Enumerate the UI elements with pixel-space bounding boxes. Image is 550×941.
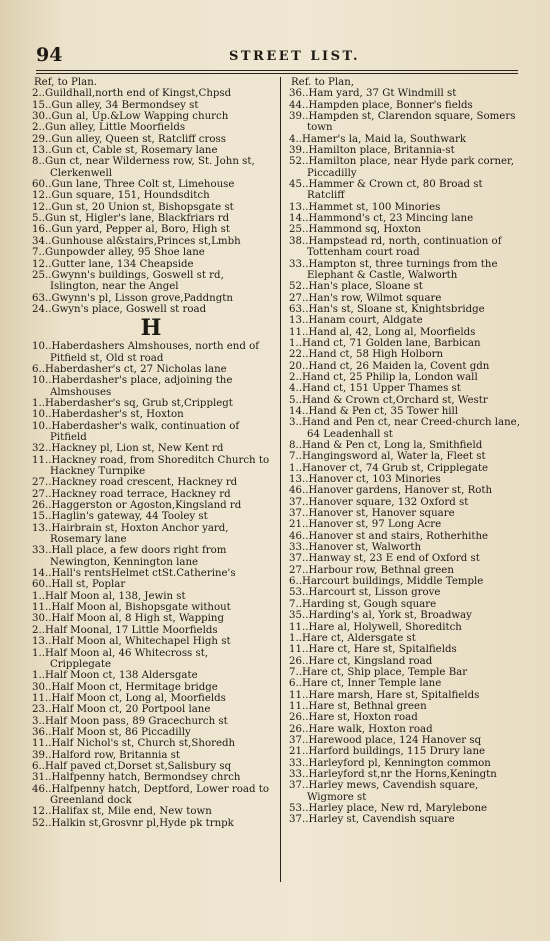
street-entry: 60..Gun lane, Three Colt st, Limehouse xyxy=(32,179,235,191)
page-number: 94 xyxy=(36,44,63,66)
street-entry: 35..Harding's al, York st, Broadway xyxy=(289,610,472,622)
street-entry: 13..Hammet st, 100 Minories xyxy=(289,201,441,213)
street-entry: 27..Hackney road terrace, Hackney rd xyxy=(32,488,231,500)
column-divider xyxy=(280,77,281,882)
entry-list xyxy=(289,88,523,825)
street-entry: 6..Hare ct, Inner Temple lane xyxy=(289,678,442,690)
street-entry: 12..Gutter lane, 134 Cheapside xyxy=(32,258,194,270)
street-entry: 52..Halkin st,Grosvnr pl,Hyde pk trnpk xyxy=(32,817,234,829)
street-entry: 1..Haberdasher's sq, Grub st,Cripplegt xyxy=(32,397,233,409)
street-entry: 1..Half Moon al, 138, Jewin st xyxy=(32,590,186,602)
street-entry: 5..Gun st, Higler's lane, Blackfriars rd xyxy=(32,213,230,225)
street-entry: 39..Halford row, Britannia st xyxy=(32,749,180,761)
street-entry: 29..Gun alley, Queen st, Ratcliff cross xyxy=(32,133,226,145)
street-entry: 7..Gunpowder alley, 95 Shoe lane xyxy=(32,247,205,259)
street-entry: 11..Hand al, 42, Long al, Moorfields xyxy=(289,326,476,338)
street-entry: 6..Harcourt buildings, Middle Temple xyxy=(289,576,484,588)
street-entry: 26..Hare walk, Hoxton road xyxy=(289,723,433,735)
street-entry: 7..Harding st, Gough square xyxy=(289,598,437,610)
street-entry: 11..Hare ct, Hare st, Spitalfields xyxy=(289,644,457,656)
street-entry: 21..Hanover st, 97 Long Acre xyxy=(289,519,442,531)
street-entry: 16..Gun yard, Pepper al, Boro, High st xyxy=(32,224,230,236)
street-entry: 11..Half Nichol's st, Church st,Shoredh xyxy=(32,738,236,750)
street-entry: 52..Hamilton place, near Hyde park corner, Piccadilly xyxy=(289,156,515,179)
entry-list xyxy=(32,341,270,829)
street-entry: 46..Hanover st and stairs, Rotherhithe xyxy=(289,530,489,542)
street-entry: 2..Guildhall,north end of Kingst,Chpsd xyxy=(32,88,232,100)
street-entry: 39..Hampden st, Clarendon square, Somers town xyxy=(289,111,516,134)
street-entry: 27..Hackney road crescent, Hackney rd xyxy=(32,477,238,489)
street-entry: 22..Hand ct, 58 High Holborn xyxy=(289,349,444,361)
street-entry: 11..Half Moon ct, Long al, Moorfields xyxy=(32,692,226,704)
street-entry: 63..Han's st, Sloane st, Knightsbridge xyxy=(289,303,485,315)
street-entry: 30..Gun al, Up.&Low Wapping church xyxy=(32,111,229,123)
street-entry: 13..Hanam court, Aldgate xyxy=(289,315,423,327)
street-entry: 27..Han's row, Wilmot square xyxy=(289,292,442,304)
page-header xyxy=(36,44,518,70)
street-entry: 26..Hare st, Hoxton road xyxy=(289,712,418,724)
street-entry: 11..Hackney road, from Shoreditch Church to Hackney Turnpike xyxy=(32,454,270,477)
street-entry: 33..Harleyford pl, Kennington common xyxy=(289,757,491,769)
street-entry: 37..Hanway st, 23 E end of Oxford st xyxy=(289,553,480,565)
street-entry: 4..Hand ct, 151 Upper Thames st xyxy=(289,383,461,395)
street-entry: 26..Hare ct, Kingsland road xyxy=(289,655,433,667)
street-entry: 12..Gun st, 20 Union st, Bishopsgate st xyxy=(32,201,234,213)
street-entry: 2..Half Moonal, 17 Little Moorfields xyxy=(32,624,218,636)
street-entry: 34..Gunhouse al&stairs,Princes st,Lmbh xyxy=(32,235,241,247)
running-title: STREET LIST. xyxy=(229,49,361,64)
right-column xyxy=(289,77,523,826)
street-entry: 3..Half Moon pass, 89 Gracechurch st xyxy=(32,715,228,727)
street-entry: 8..Gun ct, near Wilderness row, St. John st, Clerkenwell xyxy=(32,156,255,179)
street-entry: 20..Hand ct, 26 Maiden la, Covent gdn xyxy=(289,360,490,372)
street-entry: 37..Harley st, Cavendish square xyxy=(289,814,455,826)
section-letter: H xyxy=(140,315,162,342)
street-entry: 4..Hamer's la, Maid la, Southwark xyxy=(289,133,467,145)
street-entry: 30..Half Moon ct, Hermitage bridge xyxy=(32,681,218,693)
street-entry: 12..Gun square, 151, Houndsditch xyxy=(32,190,210,202)
street-entry: 11..Hare al, Holywell, Shoreditch xyxy=(289,621,462,633)
street-entry: 33..Hanover st, Walworth xyxy=(289,542,422,554)
street-entry: 1..Hand ct, 71 Golden lane, Barbican xyxy=(289,337,481,349)
street-entry: 13..Gun ct, Cable st, Rosemary lane xyxy=(32,145,218,157)
street-entry: 7..Hangingsword al, Water la, Fleet st xyxy=(289,451,486,463)
street-entry: 37..Harewood place, 124 Hanover sq xyxy=(289,734,482,746)
street-entry: 33..Hampton st, three turnings from the Elephant & Castle, Walworth xyxy=(289,258,498,281)
street-entry: 30..Half Moon al, 8 High st, Wapping xyxy=(32,613,224,625)
street-entry: 14..Hand & Pen ct, 35 Tower hill xyxy=(289,405,459,417)
street-entry: 46..Halfpenny hatch, Deptford, Lower road to Greenland dock xyxy=(32,783,269,806)
street-entry: 45..Hammer & Crown ct, 80 Broad st Ratcliff xyxy=(289,179,483,202)
street-entry: 37..Hanover st, Hanover square xyxy=(289,508,455,520)
street-entry: 26..Haggerston or Agoston,Kingsland rd xyxy=(32,500,242,512)
street-entry: 31..Halfpenny hatch, Bermondsey chrch xyxy=(32,772,241,784)
street-entry: 39..Hamilton place, Britannia-st xyxy=(289,145,455,157)
street-entry: 25..Gwynn's buildings, Goswell st rd, Islington, near the Angel xyxy=(32,269,224,293)
street-entry: 25..Hammond sq, Hoxton xyxy=(289,224,421,236)
street-entry: 37..Harley mews, Cavendish square, Wigmore st xyxy=(289,780,479,803)
street-entry: 1..Half Moon ct, 138 Aldersgate xyxy=(32,670,198,682)
street-entry: 6..Haberdasher's ct, 27 Nicholas lane xyxy=(32,363,227,375)
street-entry: 5..Hand & Crown ct,Orchard st, Westr xyxy=(289,394,488,406)
street-entry: 15..Gun alley, 34 Bermondsey st xyxy=(32,99,199,111)
street-entry: 8..Hand & Pen ct, Long la, Smithfield xyxy=(289,440,483,451)
street-entry: 1..Hare ct, Aldersgate st xyxy=(289,632,416,644)
street-entry: 24..Gwyn's place, Goswell st road xyxy=(32,303,207,315)
street-entry: 52..Han's place, Sloane st xyxy=(289,281,423,293)
street-entry: 14..Hammond's ct, 23 Mincing lane xyxy=(289,213,474,225)
street-entry: 60..Hall st, Poplar xyxy=(32,579,126,591)
column-heading: Ref, to Plan. xyxy=(34,77,98,88)
street-entry: 32..Hackney pl, Lion st, New Kent rd xyxy=(32,443,224,455)
street-entry: 7..Hare ct, Ship place, Temple Bar xyxy=(289,666,468,678)
column-heading: Ref. to Plan, xyxy=(291,77,355,88)
street-entry: 3..Hand and Pen ct, near Creed-church lane, 64 Leadenhall st xyxy=(289,417,520,440)
street-entry: 36..Ham yard, 37 Gt Windmill st xyxy=(289,88,457,100)
street-entry: 53..Harcourt st, Lisson grove xyxy=(289,587,441,599)
street-entry: 33..Hall place, a few doors right from Newington, Kennington lane xyxy=(32,545,227,568)
street-entry: 2..Hand ct, 25 Philip la, London wall xyxy=(289,371,478,383)
header-rule xyxy=(36,70,518,74)
street-entry: 13..Hanover ct, 103 Minories xyxy=(289,474,441,486)
left-column xyxy=(32,77,270,829)
street-entry: 11..Half Moon al, Bishopsgate without xyxy=(32,602,231,614)
street-entry: 12..Halifax st, Mile end, New town xyxy=(32,806,212,818)
street-entry: 10..Haberdashers Almshouses, north end of Pitfield st, Old st road xyxy=(32,341,260,364)
street-entry: 46..Hanover gardens, Hanover st, Roth xyxy=(289,485,493,497)
street-entry: 36..Half Moon st, 86 Piccadilly xyxy=(32,726,191,738)
street-entry: 1..Half Moon al, 46 Whitecross st, Cripplegate xyxy=(32,647,209,670)
street-entry: 53..Harley place, New rd, Marylebone xyxy=(289,803,488,814)
street-entry: 37..Hanover square, 132 Oxford st xyxy=(289,496,469,508)
street-entry: 10..Haberdasher's place, adjoining the Almshouses xyxy=(32,375,233,398)
entry-list xyxy=(32,88,270,315)
street-entry: 14..Hall's rentsHelmet ctSt.Catherine's xyxy=(32,568,236,580)
street-entry: 11..Hare st, Bethnal green xyxy=(289,700,427,712)
street-entry: 6..Half paved ct,Dorset st,Salisbury sq xyxy=(32,760,232,772)
street-entry: 63..Gwynn's pl, Lisson grove,Paddngtn xyxy=(32,292,233,304)
street-entry: 11..Hare marsh, Hare st, Spitalfields xyxy=(289,689,480,701)
street-entry: 23..Half Moon ct, 20 Portpool lane xyxy=(32,704,211,716)
street-entry: 38..Hampstead rd, north, continuation of Tottenham court road xyxy=(289,235,502,259)
street-entry: 33..Harleyford st,nr the Horns,Keningtn xyxy=(289,768,497,780)
street-entry: 13..Half Moon al, Whitechapel High st xyxy=(32,636,231,648)
street-entry: 13..Hairbrain st, Hoxton Anchor yard, Rosemary lane xyxy=(32,522,229,546)
street-entry: 10..Haberdasher's st, Hoxton xyxy=(32,409,184,421)
street-entry: 2..Gun alley, Little Moorfields xyxy=(32,122,186,134)
street-entry: 10..Haberdasher's walk, continuation of Pitfield xyxy=(32,420,240,443)
street-entry: 1..Hanover ct, 74 Grub st, Cripplegate xyxy=(289,462,489,474)
street-entry: 21..Harford buildings, 115 Drury lane xyxy=(289,746,486,758)
street-entry: 44..Hampden place, Bonner's fields xyxy=(289,99,473,111)
street-entry: 15..Haglin's gateway, 44 Tooley st xyxy=(32,511,208,523)
street-entry: 27..Harbour row, Bethnal green xyxy=(289,564,454,576)
